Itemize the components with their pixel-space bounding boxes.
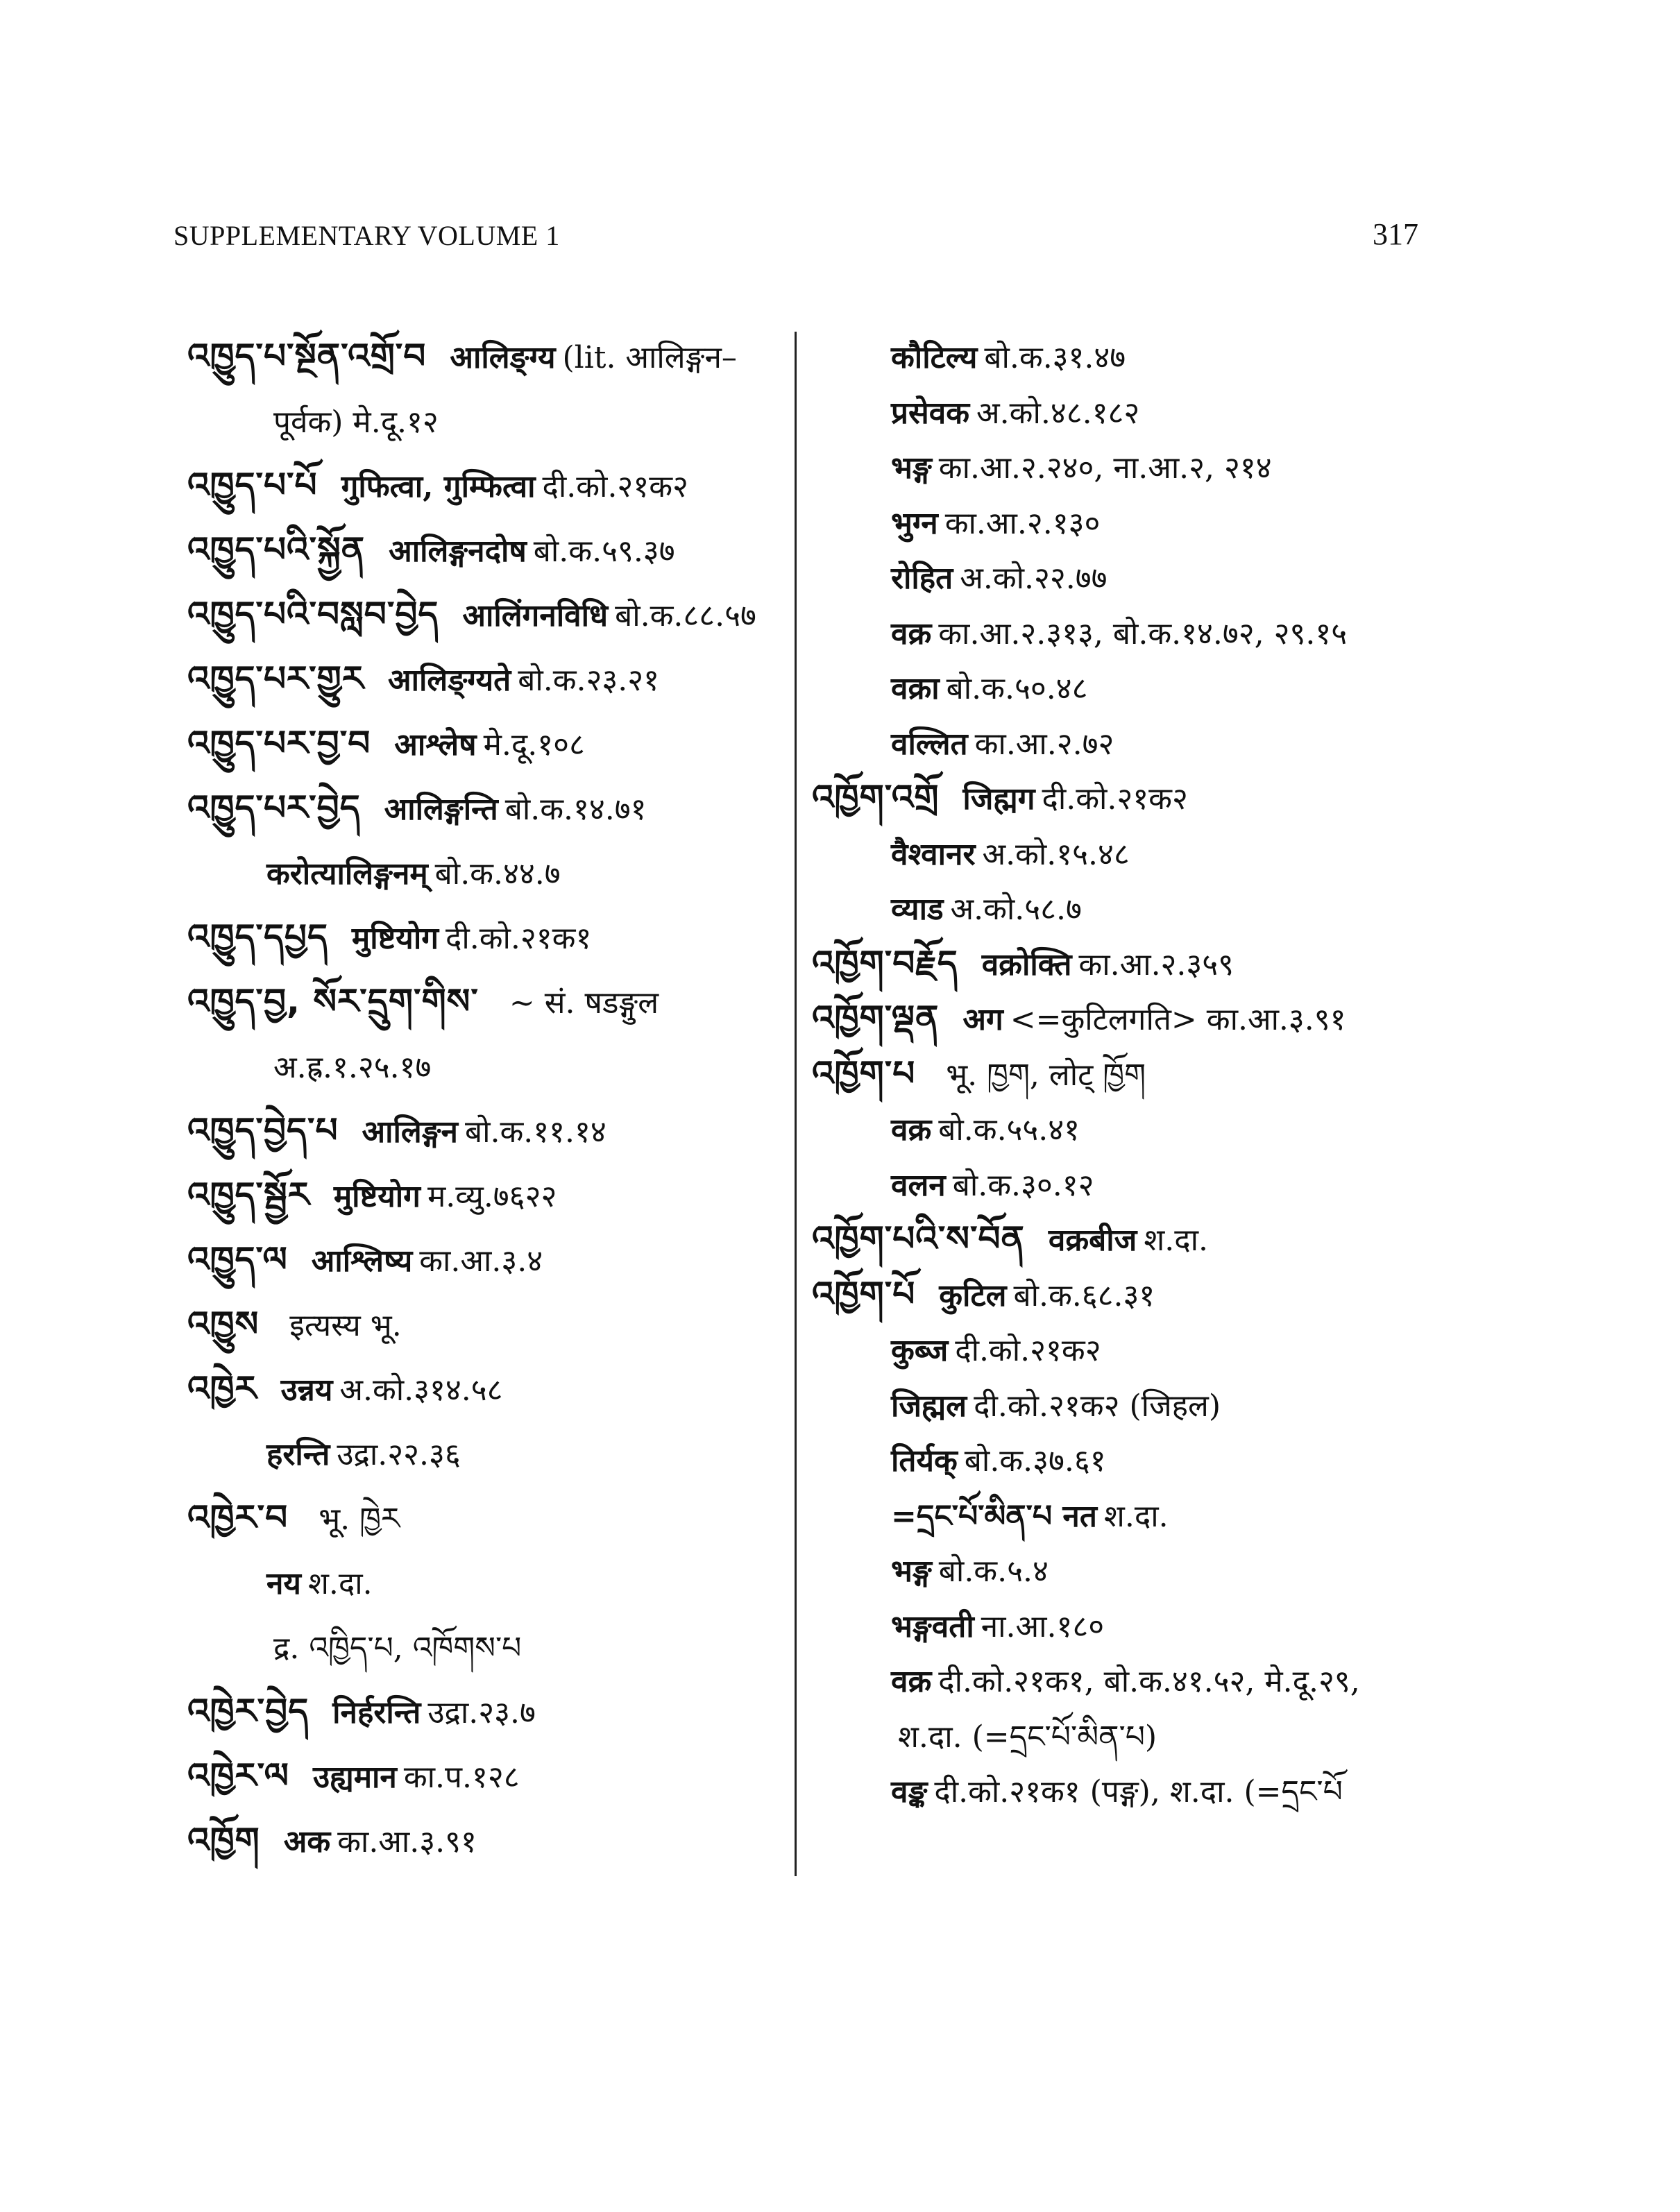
sanskrit-equivalent: नय	[266, 1566, 301, 1601]
reference: भू. ཁྱེར	[319, 1501, 400, 1537]
reference: <=कुटिलगति> का.आ.३.९१	[1010, 1002, 1346, 1037]
tibetan-headword: འཁྱུད་བྱ, སོར་དྲུག་གིས་	[187, 981, 479, 1021]
dictionary-line	[867, 1711, 1157, 1760]
tibetan-headword: འཁྱོག་པའི་ས་བོན	[812, 1218, 1025, 1259]
dictionary-line	[867, 1325, 1101, 1373]
column-divider	[795, 332, 797, 1876]
sanskrit-equivalent: अग	[962, 1002, 1003, 1037]
reference: श.दा.	[307, 1566, 373, 1601]
sanskrit-equivalent: व्याड	[891, 892, 944, 927]
reference: दी.को.२१क१	[446, 921, 592, 956]
sanskrit-equivalent: वक्रबीज	[1048, 1223, 1137, 1258]
dictionary-line	[187, 461, 688, 509]
dictionary-line	[867, 1380, 1221, 1429]
sanskrit-equivalent: वक्र	[891, 615, 932, 652]
dictionary-line	[867, 552, 1108, 601]
dictionary-line	[867, 1766, 1343, 1814]
sanskrit-equivalent: जिह्मग	[962, 781, 1035, 817]
dictionary-line	[243, 1622, 521, 1671]
sanskrit-equivalent: रोहित	[891, 561, 953, 596]
dictionary-line	[187, 977, 659, 1026]
reference: श.दा.	[1144, 1223, 1208, 1258]
reference: का.आ.२.३१३, बो.क.१४.७२, २९.१५	[938, 615, 1348, 652]
reference: अ.को.२२.७७	[960, 561, 1108, 596]
reference: अ.को.५८.७	[950, 892, 1082, 927]
reference: दी.को.२१क२	[1042, 781, 1188, 817]
dictionary-line	[867, 1545, 1049, 1594]
reference: का.आ.३.४	[419, 1243, 543, 1279]
dictionary-line	[867, 1490, 1169, 1539]
sanskrit-equivalent: वैश्वानर	[891, 836, 976, 872]
tibetan-headword: འཁྱུས	[187, 1304, 260, 1344]
tibetan-headword: འཁྱུད་པའི་སྐྱོན	[187, 529, 366, 570]
dictionary-line	[243, 1429, 461, 1477]
reference: म.व्यु.७६२२	[427, 1179, 557, 1214]
dictionary-line	[187, 1300, 402, 1348]
reference: अ.को.१५.४८	[982, 836, 1130, 872]
dictionary-line	[867, 497, 1100, 546]
reference: पूर्वक) मे.दू.१२	[273, 405, 439, 440]
reference: बो.क.६८.३१	[1013, 1277, 1155, 1313]
tibetan-headword: འཁྱོག་ལྡན	[812, 998, 940, 1038]
reference: दी.को.२१क१, बो.क.४१.५२, मे.दू.२९,	[938, 1664, 1360, 1699]
sanskrit-equivalent: वल्लित	[891, 726, 968, 762]
reference: बो.क.१४.७१	[504, 792, 647, 827]
reference: अ.ह्र.१.२५.१७	[273, 1050, 432, 1085]
dictionary-line	[812, 1270, 1155, 1318]
sanskrit-equivalent: अक	[283, 1824, 331, 1860]
dictionary-line	[187, 1687, 536, 1735]
reference: उद्रा.२२.३६	[337, 1437, 461, 1472]
dictionary-line	[812, 939, 1234, 987]
tibetan-headword: འཁྱུད་པར་བྱ་བ	[187, 723, 371, 763]
dictionary-line	[867, 883, 1082, 932]
tibetan-headword: འཁྱེར་བྱེད	[187, 1691, 309, 1731]
sanskrit-equivalent: भङ्ग	[891, 450, 932, 486]
sanskrit-equivalent: उन्नय	[280, 1372, 333, 1408]
reference: इत्यस्य भू.	[289, 1308, 402, 1343]
sanskrit-equivalent: गुफित्वा, गुम्फित्वा	[341, 469, 536, 504]
reference: का.आ.२.१३०	[944, 505, 1101, 541]
tibetan-headword: འཁྱེར་བ	[187, 1497, 289, 1538]
dictionary-line	[187, 654, 659, 703]
reference: बो.क.३७.६१	[964, 1443, 1106, 1479]
dictionary-line	[867, 442, 1272, 491]
dictionary-line	[243, 1558, 373, 1606]
dictionary-line	[867, 332, 1126, 380]
sanskrit-equivalent: मुष्टियोग	[333, 1179, 421, 1214]
dictionary-line	[187, 1493, 400, 1542]
dictionary-line	[812, 1214, 1208, 1263]
sanskrit-equivalent: उह्यमान	[312, 1760, 397, 1795]
sanskrit-equivalent: कुटिल	[939, 1277, 1007, 1313]
sanskrit-equivalent: वलन	[891, 1167, 946, 1203]
tibetan-headword: འཁྱེར་ལ	[187, 1755, 289, 1796]
reference: दी.को.२१क२	[542, 469, 688, 504]
reference: का.आ.३.९१	[337, 1824, 477, 1860]
reference: श.दा.	[1103, 1498, 1169, 1534]
sanskrit-equivalent: वक्र	[891, 1664, 932, 1699]
dictionary-line	[187, 525, 675, 574]
reference: बो.क.५५.४१	[938, 1112, 1080, 1148]
sanskrit-equivalent: करोत्यालिङ्गनम्	[266, 856, 428, 892]
reference: बो.क.५.४	[938, 1554, 1049, 1589]
sanskrit-equivalent: मुष्टियोग	[351, 921, 439, 956]
reference: ~ सं. षडङ्गुल	[509, 985, 659, 1021]
reference: बो.क.३०.१२	[952, 1167, 1094, 1203]
sanskrit-equivalent: वक्र	[891, 1112, 932, 1148]
sanskrit-equivalent: तिर्यक्	[891, 1443, 958, 1479]
tibetan-headword: འཁྱོག་པ	[812, 1053, 916, 1094]
reference: मे.दू.१०८	[483, 727, 585, 763]
reference: बो.क.३१.४७	[984, 340, 1126, 375]
reference: बो.क.४४.७	[434, 856, 561, 892]
sanskrit-equivalent: आलिङ्गनदोष	[389, 534, 527, 569]
reference: (lit. आलिङ्गन–	[562, 340, 737, 375]
reference: बो.क.८८.५७	[615, 598, 756, 633]
sanskrit-equivalent: आलिंगनविधि	[462, 598, 609, 633]
dictionary-line	[243, 396, 439, 445]
dictionary-line	[867, 718, 1114, 767]
dictionary-line	[867, 387, 1139, 436]
reference: दी.को.२१क२	[955, 1333, 1101, 1368]
reference: बो.क.२३.२१	[518, 663, 659, 698]
dictionary-line	[867, 608, 1347, 656]
sanskrit-equivalent: कुब्ज	[891, 1333, 949, 1368]
dictionary-line	[867, 1435, 1106, 1483]
dictionary-line	[867, 828, 1130, 877]
tibetan-headword: འཁྱོག་བརྗོད	[812, 942, 958, 983]
dictionary-line	[812, 1049, 1146, 1098]
reference: ना.आ.१८०	[981, 1608, 1105, 1644]
tibetan-headword: འཁྱོག་འགྲོ	[812, 777, 940, 817]
dictionary-line	[812, 994, 1346, 1042]
running-header-title: SUPPLEMENTARY VOLUME 1	[173, 220, 560, 251]
tibetan-headword: འཁྱོག་པོ	[812, 1273, 916, 1314]
dictionary-line	[867, 1656, 1360, 1704]
sanskrit-equivalent: आलिङ्ग्य	[450, 340, 556, 375]
tibetan-headword: འཁྱུད་བྱེད་པ	[187, 1110, 339, 1150]
sanskrit-equivalent: वक्रा	[891, 671, 940, 706]
tibetan-headword: འཁྱུད་ལ	[187, 1239, 288, 1279]
dictionary-line	[243, 1041, 431, 1090]
sanskrit-equivalent: प्रसेवक	[891, 395, 970, 431]
dictionary-line	[187, 1171, 557, 1219]
sanskrit-equivalent: वक्रोक्ति	[981, 946, 1072, 982]
reference: दी.को.२१क२ (जिहल)	[974, 1388, 1221, 1424]
dictionary-line	[867, 663, 1087, 711]
dictionary-line	[187, 590, 756, 638]
reference: का.आ.२.३५९	[1078, 946, 1234, 982]
dictionary-line	[187, 719, 585, 767]
dictionary-line	[187, 332, 737, 380]
reference: द्र. འཁྱིད་པ, འཁོགས་པ	[273, 1631, 522, 1666]
dictionary-line	[867, 1601, 1104, 1649]
dictionary-line	[867, 1104, 1080, 1152]
sanskrit-equivalent: आश्लिष्य	[311, 1243, 413, 1279]
sanskrit-equivalent: आलिङ्ग्यते	[388, 663, 511, 698]
tibetan-headword: འཁྱོག	[187, 1820, 260, 1860]
sanskrit-equivalent: जिह्मल	[891, 1388, 967, 1424]
dictionary-line	[187, 912, 591, 961]
sanskrit-equivalent: भङ्गवती	[891, 1608, 974, 1644]
reference: का.प.१२८	[403, 1760, 520, 1795]
sanskrit-equivalent: भुग्न	[891, 505, 938, 541]
dictionary-line	[187, 783, 647, 832]
sanskrit-equivalent: =དྲང་པོ་མིན་པ नत	[891, 1498, 1097, 1534]
reference: बो.क.५९.३७	[533, 534, 675, 569]
sanskrit-equivalent: आलिङ्गन्ति	[384, 792, 498, 827]
dictionary-line	[187, 1235, 543, 1284]
dictionary-line	[243, 848, 561, 896]
tibetan-headword: འཁྱེར	[187, 1368, 257, 1409]
reference: का.आ.२.७२	[974, 726, 1114, 762]
dictionary-line	[187, 1816, 477, 1864]
reference: अ.को.४८.१८२	[976, 395, 1140, 431]
sanskrit-equivalent: आलिङ्गन	[362, 1114, 458, 1150]
dictionary-line	[867, 1159, 1094, 1208]
reference: अ.को.३१४.५८	[339, 1372, 503, 1408]
tibetan-headword: འཁྱུད་པར་བྱེད	[187, 788, 361, 828]
sanskrit-equivalent: कौटिल्य	[891, 340, 978, 375]
tibetan-headword: འཁྱུད་པ་སྔོན་འགྲོ་བ	[187, 336, 427, 376]
dictionary-line	[187, 1106, 606, 1155]
reference: बो.क.५०.४८	[946, 671, 1088, 706]
sanskrit-equivalent: वङ्क	[891, 1774, 928, 1810]
dictionary-line	[812, 773, 1188, 822]
sanskrit-equivalent: हरन्ति	[266, 1437, 330, 1472]
sanskrit-equivalent: आश्लेष	[394, 727, 477, 763]
dictionary-line	[187, 1364, 503, 1413]
dictionary-line	[187, 1751, 520, 1800]
reference: उद्रा.२३.७	[427, 1695, 536, 1730]
reference: भू. ཁྱག, लोट् ཁྱོག	[946, 1057, 1146, 1093]
reference: श.दा. (=དྲང་པོ་མིན་པ)	[898, 1719, 1157, 1755]
reference: बो.क.११.१४	[464, 1114, 606, 1150]
page-number: 317	[1373, 217, 1418, 251]
reference: का.आ.२.२४०, ना.आ.२, २१४	[938, 450, 1272, 486]
tibetan-headword: འཁྱུད་སྦྱོར	[187, 1175, 310, 1215]
tibetan-headword: འཁྱུད་པ་པོ	[187, 465, 318, 505]
tibetan-headword: འཁྱུད་དཔྱད	[187, 917, 328, 957]
tibetan-headword: འཁྱུད་པའི་བསླབ་བྱེད	[187, 594, 439, 634]
sanskrit-equivalent: भङ्ग	[891, 1554, 932, 1589]
sanskrit-equivalent: निर्हरन्ति	[332, 1695, 421, 1730]
tibetan-headword: འཁྱུད་པར་གྱུར	[187, 658, 364, 699]
reference: दी.को.२१क१ (पङ्ग), श.दा. (=དྲང་པོ	[934, 1774, 1343, 1810]
